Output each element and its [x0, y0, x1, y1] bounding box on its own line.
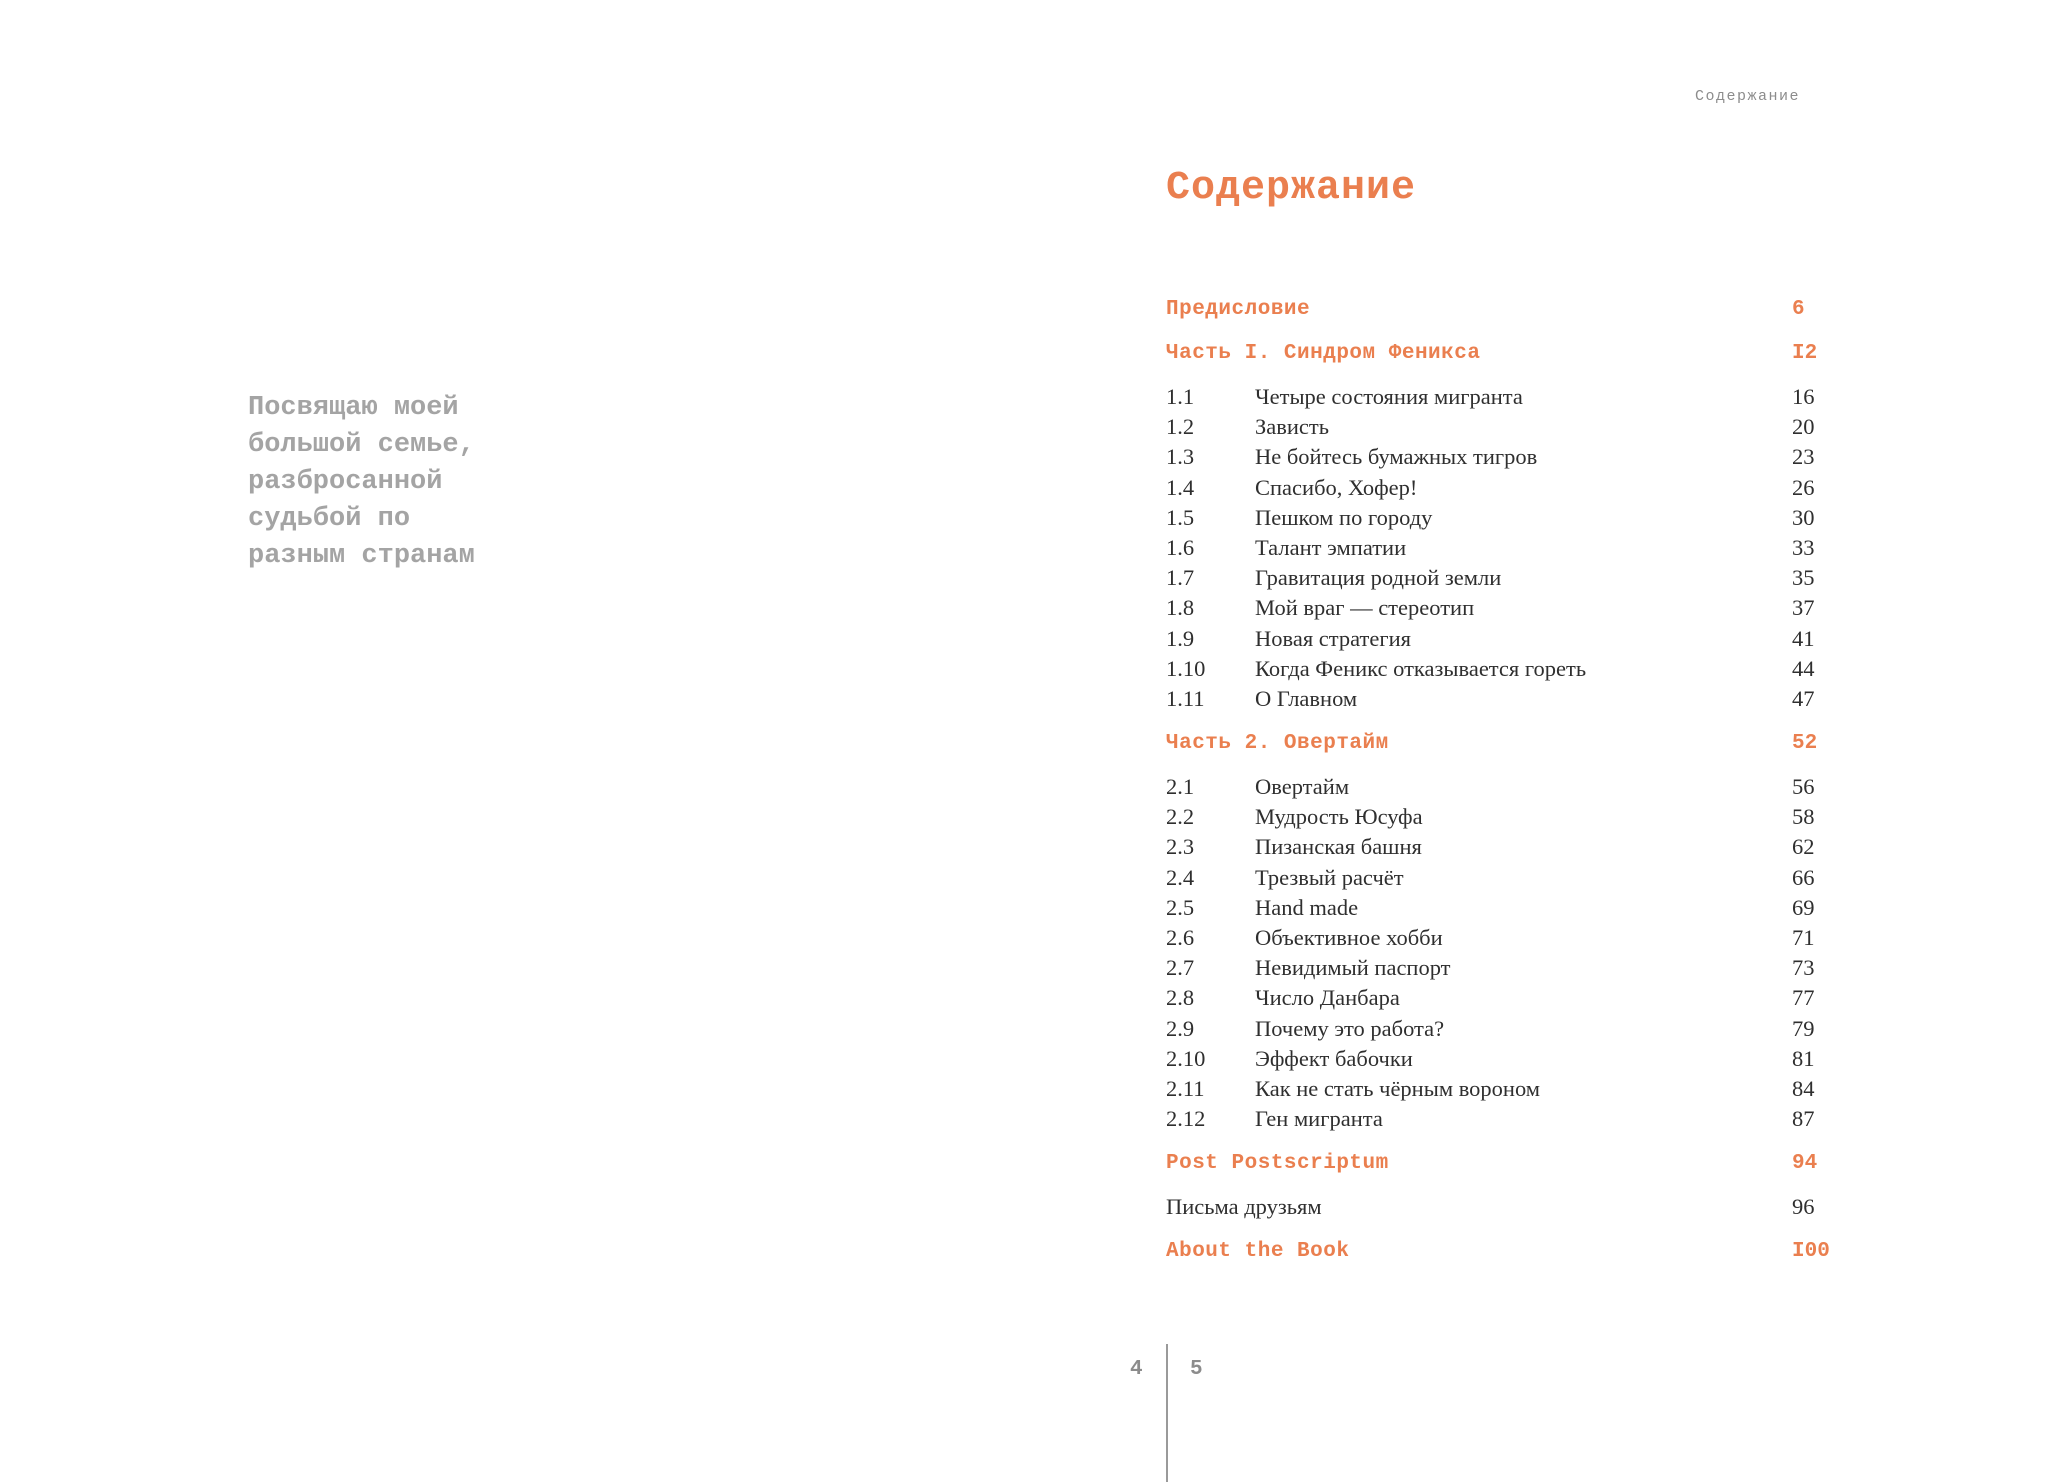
table-of-contents — [1166, 280, 1836, 1280]
toc-heading-title: Предисловие — [1166, 298, 1311, 321]
toc-entry[interactable] — [1166, 923, 1836, 953]
entry-page: 87 — [1792, 1106, 1815, 1132]
entry-title: Новая стратегия — [1255, 625, 1411, 651]
toc-title: Содержание — [1166, 166, 1417, 211]
toc-entry[interactable] — [1166, 624, 1836, 654]
entry-page: 79 — [1792, 1015, 1815, 1041]
toc-entry[interactable] — [1166, 1074, 1836, 1104]
toc-heading-title: Часть I. Синдром Феникса — [1166, 342, 1481, 365]
entry-title: Когда Феникс отказывается гореть — [1255, 655, 1587, 681]
part1-entries — [1166, 382, 1836, 714]
entry-title: Талант эмпатии — [1255, 534, 1407, 560]
toc-heading-title: Часть 2. Овертайм — [1166, 732, 1389, 756]
toc-heading-page: I00 — [1792, 1240, 1830, 1264]
entry-page: 26 — [1792, 474, 1815, 500]
toc-entry[interactable] — [1166, 832, 1836, 862]
entry-page: 58 — [1792, 804, 1815, 830]
entry-page: 73 — [1792, 955, 1815, 981]
toc-entry[interactable] — [1166, 1044, 1836, 1074]
toc-entry[interactable] — [1166, 983, 1836, 1013]
page-number-right: 5 — [1190, 1358, 1203, 1381]
entry-page: 23 — [1792, 444, 1815, 470]
entry-number: 2.9 — [1166, 1015, 1195, 1041]
toc-heading-title: Post Postscriptum — [1166, 1152, 1389, 1176]
toc-entry[interactable] — [1166, 1014, 1836, 1044]
toc-entry[interactable] — [1166, 893, 1836, 923]
entry-page: 35 — [1792, 565, 1815, 591]
entry-title: Мудрость Юсуфа — [1255, 804, 1423, 830]
entry-number: 2.4 — [1166, 864, 1195, 890]
entry-number: 1.4 — [1166, 474, 1195, 500]
entry-number: 1.1 — [1166, 384, 1195, 409]
entry-page: 20 — [1792, 414, 1815, 440]
entry-title: Объективное хобби — [1255, 925, 1443, 950]
toc-entry[interactable] — [1166, 563, 1836, 593]
entry-page: 16 — [1792, 384, 1815, 409]
gutter-divider — [1166, 1344, 1168, 1482]
toc-part1[interactable] — [1166, 338, 1836, 368]
entry-page: 71 — [1792, 925, 1815, 950]
toc-entry[interactable] — [1166, 503, 1836, 533]
entry-page: 69 — [1792, 894, 1815, 920]
toc-entry[interactable] — [1166, 382, 1836, 412]
toc-heading-title: About the Book — [1166, 1240, 1350, 1264]
entry-page: 37 — [1792, 595, 1815, 621]
entry-title: Трезвый расчёт — [1255, 864, 1404, 890]
toc-postscript[interactable] — [1166, 1148, 1836, 1178]
running-head: Содержание — [1695, 88, 1801, 105]
entry-title: Мой враг — стереотип — [1255, 595, 1475, 621]
entry-number: 1.6 — [1166, 534, 1195, 560]
entry-page: 33 — [1792, 534, 1815, 560]
entry-number: 2.1 — [1166, 774, 1195, 800]
entry-page: 56 — [1792, 774, 1815, 800]
toc-entry[interactable] — [1166, 533, 1836, 563]
entry-page: 81 — [1792, 1045, 1815, 1071]
entry-title: Пизанская башня — [1255, 834, 1422, 860]
toc-entry[interactable] — [1166, 802, 1836, 832]
toc-entry[interactable] — [1166, 772, 1836, 802]
part2-entries — [1166, 772, 1836, 1134]
toc-entry[interactable] — [1166, 1104, 1836, 1134]
toc-heading-page: 6 — [1792, 298, 1805, 321]
entry-title: Четыре состояния мигранта — [1255, 384, 1523, 409]
entry-number: 1.7 — [1166, 565, 1195, 591]
toc-entry[interactable] — [1166, 654, 1836, 684]
entry-page: 41 — [1792, 625, 1815, 651]
toc-entry[interactable] — [1166, 684, 1836, 714]
entry-number: 2.3 — [1166, 834, 1195, 860]
entry-number: 2.8 — [1166, 985, 1195, 1011]
toc-letters[interactable] — [1166, 1192, 1836, 1222]
entry-page: 66 — [1792, 864, 1815, 890]
toc-entry[interactable] — [1166, 442, 1836, 472]
entry-title: Зависть — [1255, 414, 1330, 440]
entry-number: 2.5 — [1166, 894, 1195, 920]
toc-heading-page: 52 — [1792, 732, 1818, 756]
entry-number: 1.8 — [1166, 595, 1195, 621]
entry-number: 2.7 — [1166, 955, 1195, 981]
toc-entry[interactable] — [1166, 593, 1836, 623]
entry-title: Эффект бабочки — [1255, 1045, 1413, 1071]
entry-number: 2.6 — [1166, 925, 1195, 950]
entry-title: Спасибо, Хофер! — [1255, 474, 1418, 500]
entry-title: О Главном — [1255, 685, 1358, 711]
toc-about[interactable] — [1166, 1236, 1836, 1266]
toc-heading-page: 94 — [1792, 1152, 1818, 1176]
entry-title: Почему это работа? — [1255, 1015, 1445, 1041]
entry-number: 2.12 — [1166, 1106, 1206, 1132]
entry-title: Как не стать чёрным вороном — [1255, 1075, 1541, 1101]
entry-page: 47 — [1792, 685, 1815, 711]
toc-preface[interactable] — [1166, 294, 1836, 324]
entry-page: 30 — [1792, 504, 1815, 530]
entry-number: 2.2 — [1166, 804, 1195, 830]
entry-title: Hand made — [1255, 894, 1359, 920]
entry-number: 1.2 — [1166, 414, 1195, 440]
entry-title: Не бойтесь бумажных тигров — [1255, 444, 1538, 470]
entry-title: Овертайм — [1255, 774, 1350, 800]
toc-entry[interactable] — [1166, 863, 1836, 893]
entry-page: 77 — [1792, 985, 1815, 1011]
entry-number: 1.9 — [1166, 625, 1195, 651]
toc-heading-page: I2 — [1792, 342, 1818, 365]
entry-page: 44 — [1792, 655, 1815, 681]
entry-number: 2.10 — [1166, 1045, 1206, 1071]
toc-entry[interactable] — [1166, 953, 1836, 983]
entry-title: Пешком по городу — [1255, 504, 1433, 530]
entry-title: Гравитация родной земли — [1255, 565, 1502, 591]
entry-page: 84 — [1792, 1075, 1815, 1101]
page-number-left: 4 — [1130, 1358, 1143, 1381]
entry-number: 1.5 — [1166, 504, 1195, 530]
toc-entry[interactable] — [1166, 412, 1836, 442]
entry-title: Ген мигранта — [1255, 1106, 1383, 1132]
toc-part2[interactable] — [1166, 728, 1836, 758]
toc-entry[interactable] — [1166, 473, 1836, 503]
toc-entry-page: 96 — [1792, 1194, 1815, 1220]
entry-number: 1.3 — [1166, 444, 1195, 470]
entry-page: 62 — [1792, 834, 1815, 860]
entry-title: Невидимый паспорт — [1255, 955, 1451, 981]
entry-number: 1.10 — [1166, 655, 1206, 681]
entry-number: 1.11 — [1166, 685, 1205, 711]
entry-number: 2.11 — [1166, 1075, 1205, 1101]
dedication-text: Посвящаю моей большой семье, разбросанной судьбой по разным странам — [248, 393, 475, 571]
entry-title: Число Данбара — [1255, 985, 1400, 1011]
toc-entry-title: Письма друзьям — [1166, 1194, 1322, 1220]
